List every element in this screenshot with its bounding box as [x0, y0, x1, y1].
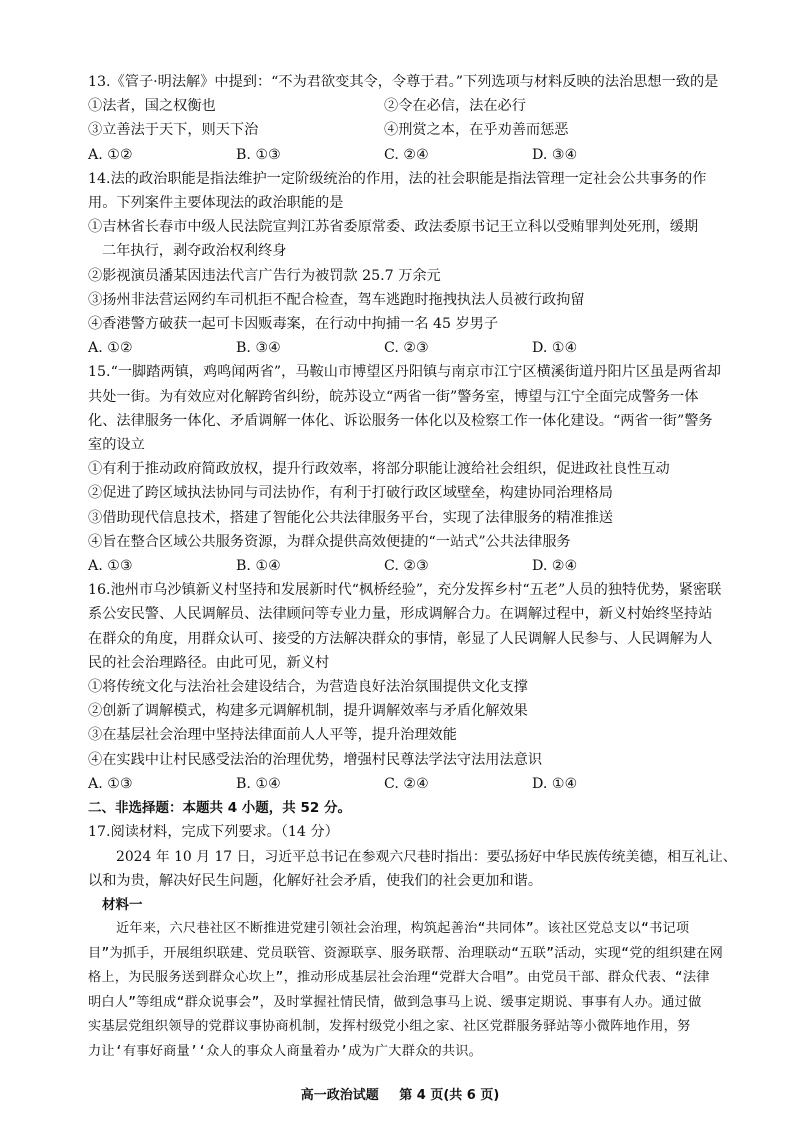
page-footer	[0, 1084, 800, 1103]
option-b: B. ①④	[236, 775, 281, 792]
statement-1: ①吉林省长春市中级人民法院宣判江苏省委原常委、政法委原书记王立科以受贿罪判处死刑，缓期	[88, 219, 699, 236]
material-text: 格上，为民服务送到群众心坎上”，推动形成基层社会治理“党群大合唱”。由党员干部、群众代表、“法律	[88, 970, 710, 986]
material-text: 实基层党组织领导的党群议事协商机制，发挥村级党小组之家、社区党群服务驿站等小微阵地作用，努	[88, 1019, 691, 1035]
statement-3: ③立善法于天下，则天下治	[88, 122, 259, 139]
question-stem-cont: 民的社会治理路径。由此可见，新义村	[88, 654, 330, 671]
material-text: 目”为抓手，开展组织联建、党员联管、资源联享、服务联帮、治理联动“五联”活动，实现“党的组织建在网	[88, 945, 723, 961]
material-text: 力让‘有事好商量’‘众人的事众人商量着办’成为广大群众的共识。	[88, 1044, 483, 1060]
option-a: A. ①②	[88, 340, 133, 357]
option-b: B. ③④	[236, 340, 281, 357]
statement-3: ③借助现代信息技术，搭建了智能化公共法律服务平台，实现了法律服务的精准推送	[88, 509, 613, 526]
question-16	[88, 578, 748, 796]
statement-4: ④旨在整合区域公共服务资源，为群众提供高效便捷的“一站式”公共法律服务	[88, 533, 571, 550]
statement-2: ②促进了跨区域执法协同与司法协作，有利于打破行政区域壁垒，构建协同治理格局	[88, 485, 613, 502]
exam-page	[88, 70, 748, 1065]
question-stem: 13.《管子·明法解》中提到：“不为君欲变其令，令尊于君。”下列选项与材料反映的法治思想一致的是	[88, 74, 719, 90]
material-text: 近年来，六尺巷社区不断推进党建引领社会治理，构筑起善治“共同体”。该社区党总支以“书记项	[116, 921, 690, 937]
section-heading: 二、非选择题：本题共 4 小题，共 52 分。	[88, 800, 351, 817]
statement-row	[88, 118, 748, 142]
answer-options	[88, 554, 748, 578]
statement-2: ②影视演员潘某因违法代言广告行为被罚款 25.7 万余元	[88, 267, 441, 284]
question-stem-cont: 用。下列案件主要体现法的政治职能的是	[88, 195, 344, 212]
statement-3: ③扬州非法营运网约车司机拒不配合检查，驾车逃跑时拖拽执法人员被行政拘留	[88, 291, 585, 308]
statement-1-cont: 二年执行，剥夺政治权利终身	[102, 243, 287, 260]
statement-2: ②创新了调解模式，构建多元调解机制，提升调解效率与矛盾化解效果	[88, 703, 528, 720]
intro-paragraph: 2024 年 10 月 17 日，习近平总书记在参观六尺巷时指出：要弘扬好中华民族传统美德，相互礼让、	[116, 848, 737, 865]
question-stem-cont: 系公安民警、人民调解员、法律顾问等专业力量，形成调解合力。在调解过程中，新义村始终坚持站	[88, 606, 713, 623]
question-stem: 14.法的政治职能是指法维护一定阶级统治的作用，法的社会职能是指法管理一定社会公共事务的作	[88, 170, 707, 187]
option-a: A. ①③	[88, 558, 133, 575]
option-b: B. ①③	[236, 146, 281, 163]
material-title: 材料一	[102, 896, 143, 913]
option-c: C. ②③	[384, 340, 429, 357]
question-stem: 16.池州市乌沙镇新义村坚持和发展新时代“枫桥经验”，充分发挥乡村“五老”人员的独特优势，紧密联	[88, 582, 722, 599]
footer-subject: 高一政治试题	[300, 1088, 379, 1103]
option-b: B. ①④	[236, 558, 281, 575]
question-stem-cont: 在群众的角度，用群众认可、接受的方法解决群众的事情，彰显了人民调解人民参与、人民调解为人	[88, 630, 713, 647]
question-15	[88, 360, 748, 578]
question-stem-cont: 化、法律服务一体化、矛盾调解一体化、诉讼服务一体化以及检察工作一体化建设。“两省一街”警务	[88, 412, 713, 429]
option-d: D. ①④	[532, 775, 578, 792]
statement-1: ①将传统文化与法治社会建设结合，为营造良好法治氛围提供文化支撑	[88, 679, 528, 696]
statement-row	[88, 94, 748, 118]
option-c: C. ②④	[384, 775, 429, 792]
statement-1: ①有利于推动政府简政放权，提升行政效率，将部分职能让渡给社会组织，促进政社良性互动	[88, 461, 670, 478]
answer-options	[88, 143, 748, 167]
question-stem-cont: 共处一街。为有效应对化解跨省纠纷，皖苏设立“两省一街”警务室，博望与江宁全面完成警务一体	[88, 388, 699, 405]
option-d: D. ②④	[532, 558, 578, 575]
statement-4: ④刑赏之本，在乎劝善而惩恶	[384, 122, 569, 139]
footer-page-number: 第 4 页(共 6 页)	[399, 1088, 500, 1103]
statement-4: ④香港警方破获一起可卡因贩毒案，在行动中拘捕一名 45 岁男子	[88, 316, 499, 333]
answer-options	[88, 336, 748, 360]
option-a: A. ①③	[88, 775, 133, 792]
question-17	[88, 820, 748, 1064]
question-14	[88, 167, 748, 361]
option-d: D. ③④	[532, 146, 578, 163]
question-13	[88, 70, 748, 167]
option-a: A. ①②	[88, 146, 133, 163]
question-stem-cont: 室的设立	[88, 437, 145, 454]
option-d: D. ①④	[532, 340, 578, 357]
option-c: C. ②③	[384, 558, 429, 575]
question-stem: 17.阅读材料，完成下列要求。（14 分）	[88, 824, 339, 841]
statement-3: ③在基层社会治理中坚持法律面前人人平等，提升治理效能	[88, 727, 457, 744]
statement-1: ①法者，国之权衡也	[88, 98, 216, 115]
option-c: C. ②④	[384, 146, 429, 163]
statement-2: ②令在必信，法在必行	[384, 98, 526, 115]
statement-4: ④在实践中让村民感受法治的治理优势，增强村民尊法学法守法用法意识	[88, 751, 543, 768]
material-text: 明白人”等组成“群众说事会”，及时掌握社情民情，做到急事马上说、缓事定期说、事事有人办。通过做	[88, 994, 702, 1010]
question-stem: 15.“一脚踏两镇，鸡鸣闻两省”，马鞍山市博望区丹阳镇与南京市江宁区横溪街道丹阳片区虽是两省却	[88, 364, 721, 381]
answer-options	[88, 772, 748, 796]
intro-paragraph-cont: 以和为贵，解决好民生问题，化解好社会矛盾，使我们的社会更加和谐。	[88, 872, 543, 889]
